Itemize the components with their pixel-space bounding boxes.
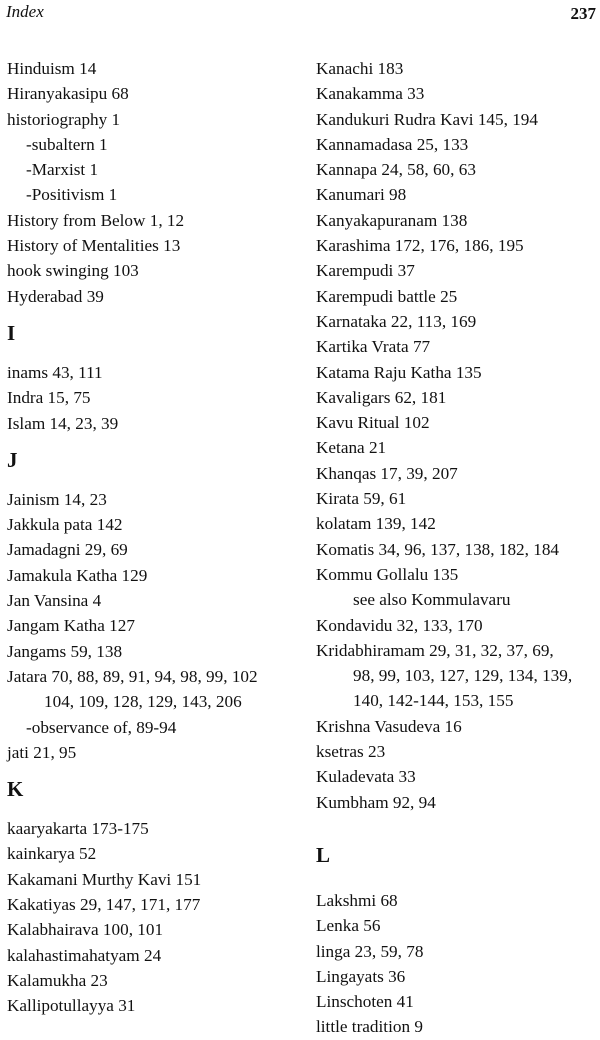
index-entry: Karashima 172, 176, 186, 195	[316, 236, 524, 256]
index-entry: kainkarya 52	[7, 844, 97, 864]
index-subentry: -Positivism 1	[26, 185, 118, 205]
letter-heading-k: K	[7, 777, 24, 802]
index-subentry: -Marxist 1	[26, 160, 99, 180]
index-entry: Kakamani Murthy Kavi 151	[7, 869, 202, 889]
index-entry: Kumbham 92, 94	[316, 792, 436, 812]
index-entry: Kuladevata 33	[316, 767, 416, 787]
index-entry: Kridabhiramam 29, 31, 32, 37, 69,	[316, 640, 554, 660]
index-subentry: -subaltern 1	[26, 134, 108, 154]
index-entry: Kavu Ritual 102	[316, 413, 430, 433]
index-entry: Jatara 70, 88, 89, 91, 94, 98, 99, 102	[7, 666, 258, 686]
index-entry: Jangam Katha 127	[7, 616, 135, 636]
index-entry: kolatam 139, 142	[316, 514, 436, 534]
index-entry-continuation: 98, 99, 103, 127, 129, 134, 139,	[353, 666, 573, 686]
index-entry-continuation: 104, 109, 128, 129, 143, 206	[44, 692, 242, 712]
index-entry: Lingayats 36	[316, 966, 406, 986]
index-entry: Jan Vansina 4	[7, 591, 102, 611]
index-column-left	[7, 56, 297, 1019]
index-entry: Linschoten 41	[316, 992, 414, 1012]
page-number: 237	[570, 4, 596, 23]
index-entry-continuation: 140, 142-144, 153, 155	[353, 691, 514, 711]
index-entry: History from Below 1, 12	[7, 210, 185, 230]
index-entry: kalahastimahatyam 24	[7, 945, 162, 965]
index-cross-reference: see also Kommulavaru	[353, 590, 511, 610]
index-entry: Kalabhairava 100, 101	[7, 920, 164, 940]
index-entry: Krishna Vasudeva 16	[316, 716, 462, 736]
index-entry: hook swinging 103	[7, 261, 139, 281]
index-entry: Katama Raju Katha 135	[316, 362, 482, 382]
letter-heading-j: J	[7, 447, 18, 472]
index-entry: Komatis 34, 96, 137, 138, 182, 184	[316, 539, 560, 559]
index-entry: linga 23, 59, 78	[316, 941, 424, 961]
index-entry: Kallipotullayya 31	[7, 996, 136, 1016]
letter-heading-l: L	[316, 842, 331, 867]
index-entry: Kannapa 24, 58, 60, 63	[316, 160, 476, 180]
index-entry: Kanumari 98	[316, 185, 407, 205]
index-entry: Karnataka 22, 113, 169	[316, 311, 477, 331]
index-entry: Karempudi 37	[316, 261, 415, 281]
index-entry: Kirata 59, 61	[316, 489, 407, 509]
index-entry: Kondavidu 32, 133, 170	[316, 615, 483, 635]
index-entry: Jamadagni 29, 69	[7, 540, 128, 560]
index-entry: Islam 14, 23, 39	[7, 413, 119, 433]
index-entry: Hiranyakasipu 68	[7, 84, 129, 104]
index-entry: History of Mentalities 13	[7, 236, 181, 256]
index-entry: little tradition 9	[316, 1017, 423, 1037]
index-entry: Kartika Vrata 77	[316, 337, 431, 357]
index-entry: Kavaligars 62, 181	[316, 387, 447, 407]
index-entry: Karempudi battle 25	[316, 286, 458, 306]
running-title: Index	[6, 2, 44, 21]
index-entry: ksetras 23	[316, 742, 386, 762]
index-entry: Jangams 59, 138	[7, 641, 123, 661]
index-entry: kaaryakarta 173-175	[7, 819, 149, 839]
index-column-right	[316, 56, 596, 1040]
index-entry: Hyderabad 39	[7, 286, 104, 306]
letter-heading-i: I	[7, 320, 16, 345]
index-entry: Ketana 21	[316, 438, 387, 458]
index-entry: Kanyakapuranam 138	[316, 210, 468, 230]
index-entry: historiography 1	[7, 109, 121, 129]
page-header	[0, 0, 600, 30]
index-entry: Jakkula pata 142	[7, 515, 123, 535]
index-entry: Kandukuri Rudra Kavi 145, 194	[316, 109, 538, 129]
index-entry: Jainism 14, 23	[7, 489, 107, 509]
index-entry: Kommu Gollalu 135	[316, 564, 459, 584]
index-entry: Khanqas 17, 39, 207	[316, 463, 458, 483]
index-entry: Kanachi 183	[316, 59, 404, 78]
index-entry: Kanakamma 33	[316, 84, 425, 104]
index-entry: Kannamadasa 25, 133	[316, 134, 469, 154]
index-entry: jati 21, 95	[7, 742, 77, 762]
index-entry: Kalamukha 23	[7, 970, 108, 990]
index-entry: Lenka 56	[316, 916, 381, 936]
index-entry: Jamakula Katha 129	[7, 565, 148, 585]
index-entry: Indra 15, 75	[7, 388, 91, 408]
index-entry: Hinduism 14	[7, 59, 97, 78]
index-subentry: -observance of, 89-94	[26, 717, 177, 737]
index-entry: inams 43, 111	[7, 362, 103, 382]
index-entry: Kakatiyas 29, 147, 171, 177	[7, 895, 201, 915]
index-entry: Lakshmi 68	[316, 890, 398, 910]
